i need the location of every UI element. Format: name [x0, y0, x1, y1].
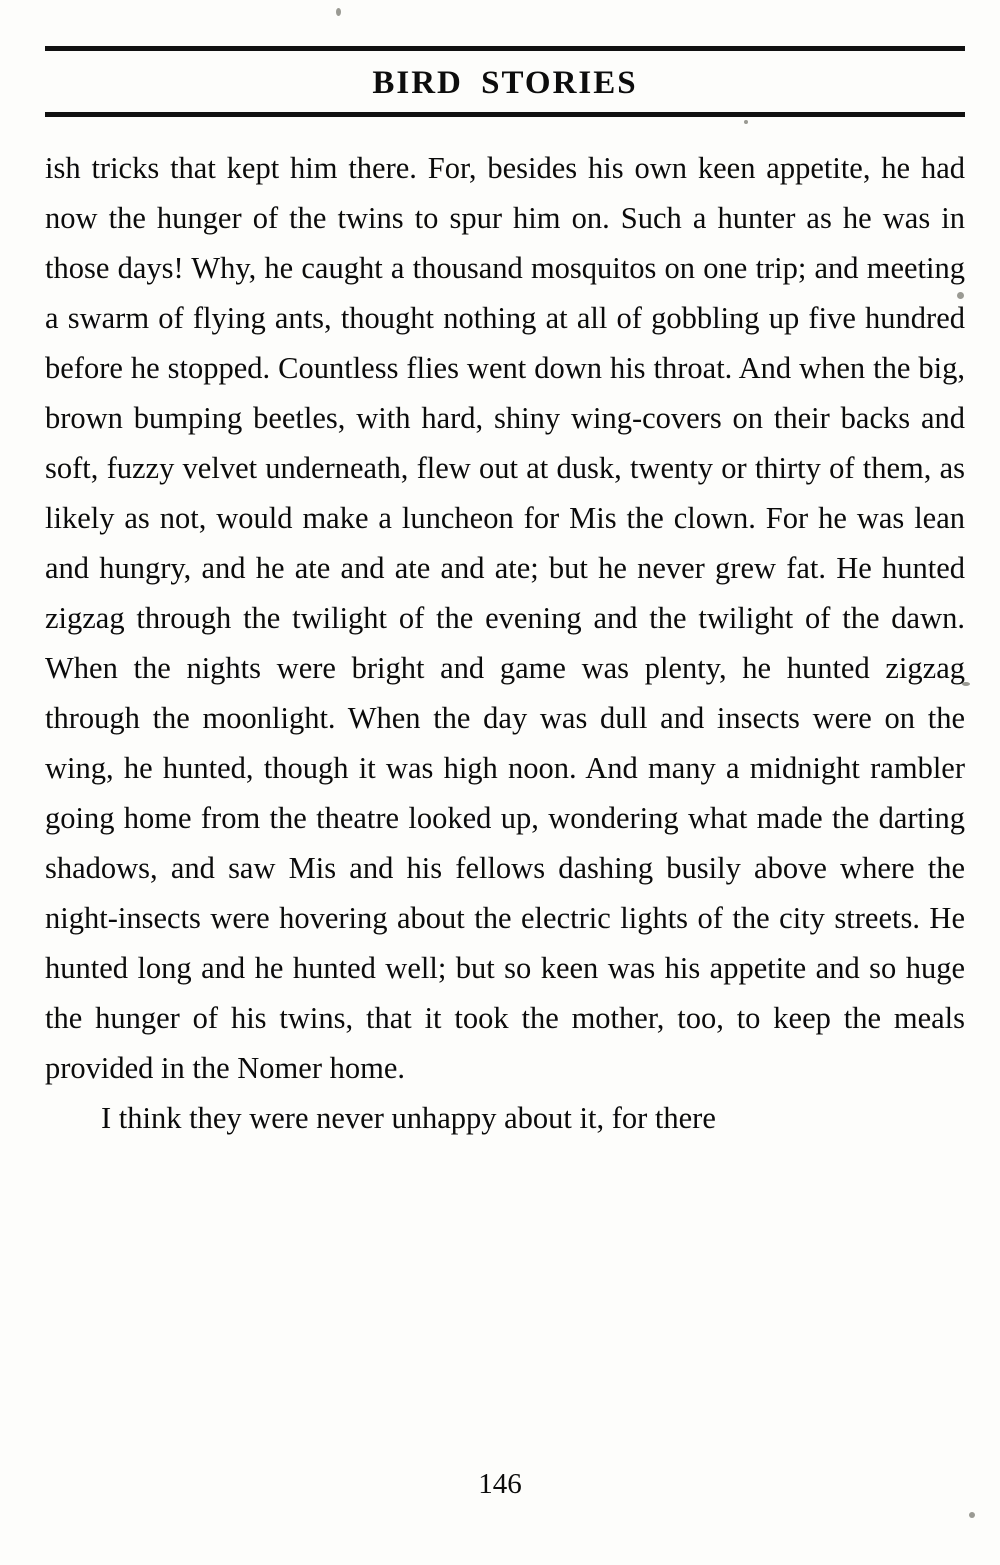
paragraph: I think they were never unhappy about it, for there	[101, 1101, 716, 1135]
paper-speck	[969, 1512, 975, 1518]
paragraph: ish tricks that kept him there. For, besides his own keen appetite, he had now the hunger of the twins to spur him on. Such a hunter as he was in those days! Why, he caught a thousand mosquitos on one trip; and meeting a swarm of flying ants, thought nothing at all of gobbling up five hundred before he stopped. Countless flies went down his throat. And when the big, brown bumping beetles, with hard, shiny wing-covers on their backs and soft, fuzzy velvet underneath, flew out at dusk, twenty or thirty of them, as likely as not, would make a luncheon for Mis the clown. For he was lean and hungry, and he ate and ate and ate; but he never grew fat. He hunted zigzag through the twilight of the evening and the twilight of the dawn. When the nights were bright and game was plenty, he hunted zigzag through the moonlight. When the day was dull and insects were on the wing, he hunted, though it was high noon. And many a midnight rambler going home from the theatre looked up, wondering what made the darting shadows, and saw Mis and his fellows dashing busily above where the night-insects were hovering about the electric lights of the city streets. He hunted long and he hunted well; but so keen was his appetite and so huge the hunger of his twins, that it took the mother, too, to keep the meals provided in the Nomer home.	[45, 151, 965, 1085]
header-rule-bottom	[45, 112, 965, 117]
body-text	[45, 143, 965, 1143]
page-number: 146	[478, 1468, 522, 1500]
page-content	[45, 46, 965, 1143]
running-head: BIRD STORIES	[372, 65, 638, 101]
paper-speck	[336, 8, 341, 16]
